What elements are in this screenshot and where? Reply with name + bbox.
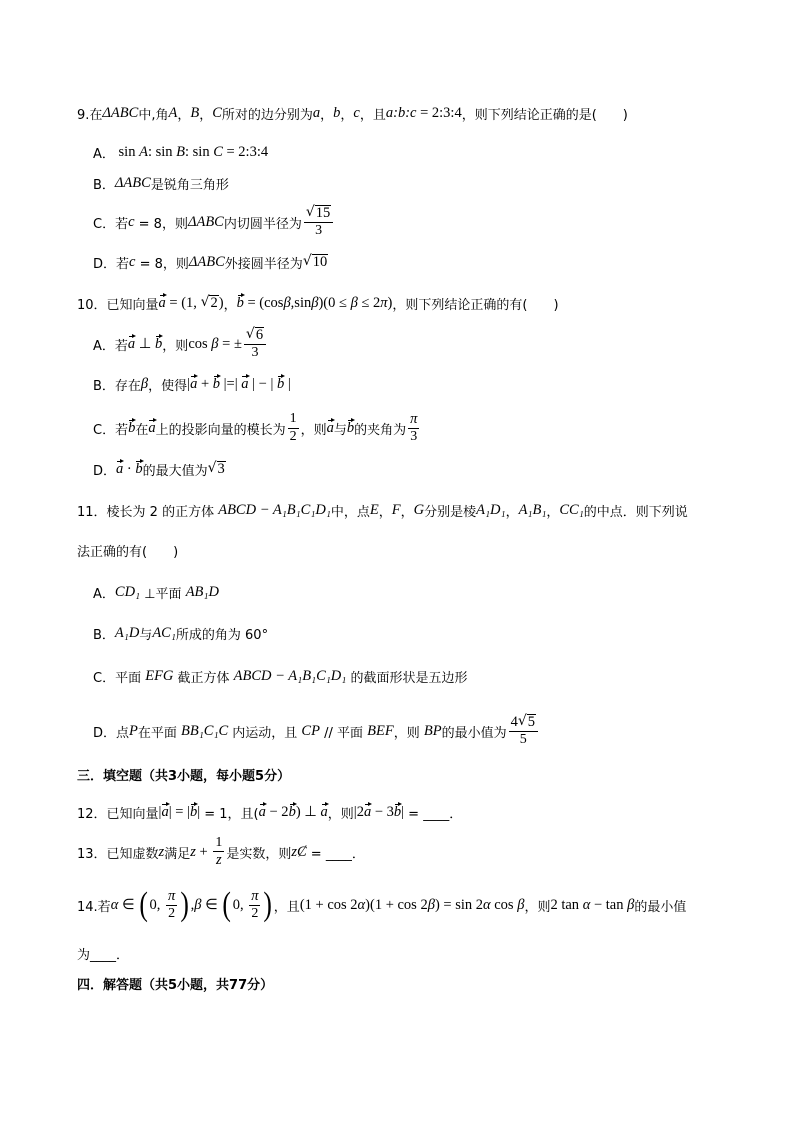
coefficient: 4 bbox=[510, 714, 518, 731]
text: ， bbox=[546, 504, 560, 520]
math-expression: )(1 + cos 2 bbox=[365, 896, 428, 913]
fraction-numerator bbox=[509, 713, 538, 732]
fraction bbox=[408, 411, 419, 445]
text: ，则 bbox=[327, 806, 354, 822]
math-expression: ⊥ bbox=[135, 335, 156, 352]
text: 11．棱长为 2 的正方体 bbox=[77, 504, 219, 520]
q11-option-c bbox=[93, 656, 467, 696]
math-expression: : sin bbox=[147, 143, 177, 160]
math-expression: | bbox=[187, 375, 191, 392]
vector-symbol: b bbox=[155, 335, 163, 352]
fraction-denominator: 2 bbox=[289, 428, 297, 444]
text: 是锐角三角形 bbox=[150, 177, 229, 193]
math-expression: ∈ bbox=[118, 896, 139, 913]
text: = 8，则 bbox=[135, 256, 189, 272]
option-label: D．点 bbox=[93, 725, 130, 741]
answer-blank: = ____． bbox=[306, 846, 365, 862]
text: 分别是棱 bbox=[424, 504, 477, 520]
vector-symbol: a bbox=[158, 294, 166, 311]
fraction-numerator: π bbox=[410, 411, 418, 428]
math-symbol: β bbox=[517, 896, 525, 913]
text: 所成的角为 60° bbox=[175, 627, 269, 643]
math-symbol: CD₁ bbox=[114, 583, 141, 600]
vector-symbol: a bbox=[116, 460, 124, 477]
math-symbol: zȻ bbox=[291, 843, 307, 860]
math-symbol: c bbox=[128, 213, 135, 230]
fraction-numerator: 1 bbox=[288, 411, 299, 428]
math-symbol: β bbox=[140, 375, 149, 392]
text: 中,角 bbox=[138, 107, 169, 123]
math-expression: | bbox=[158, 803, 162, 820]
fraction bbox=[288, 411, 299, 444]
text: = 1，且( bbox=[200, 806, 259, 822]
q11-stem-line-2 bbox=[77, 530, 178, 570]
text: 的最小值 bbox=[634, 899, 687, 915]
math-expression: (1 + cos 2 bbox=[299, 896, 358, 913]
vector-symbol: b bbox=[128, 419, 136, 436]
text: 满足 bbox=[164, 846, 191, 862]
math-symbol: α bbox=[110, 896, 119, 913]
math-expression: + bbox=[195, 843, 212, 860]
math-expression: + bbox=[197, 375, 213, 392]
math-symbol: AC₁ bbox=[152, 624, 176, 641]
text: 9.在 bbox=[77, 107, 103, 123]
vector-symbol: a bbox=[241, 375, 249, 392]
text: 的最小值为 bbox=[441, 725, 507, 741]
math-symbol: C bbox=[213, 143, 223, 160]
answer-blank: = ____． bbox=[404, 806, 463, 822]
q14-stem-line-1 bbox=[77, 885, 686, 925]
math-expression: | − | bbox=[248, 375, 277, 392]
math-symbol: BB₁C₁C bbox=[181, 722, 229, 739]
fraction bbox=[249, 888, 260, 922]
math-expression: | bbox=[187, 803, 190, 820]
math-expression: sin bbox=[114, 143, 140, 160]
math-expression: : sin bbox=[185, 143, 214, 160]
math-symbol: z bbox=[190, 843, 196, 860]
math-expression: | bbox=[284, 375, 291, 392]
big-right-paren: ) bbox=[263, 886, 273, 923]
math-symbol: b bbox=[333, 104, 341, 121]
vector-symbol: b bbox=[288, 803, 296, 820]
text: ，则下列结论正确的有( ) bbox=[392, 297, 559, 313]
math-expression: |2 bbox=[353, 803, 364, 820]
square-root bbox=[518, 713, 536, 731]
text: 14.若 bbox=[77, 899, 111, 915]
option-label: D． bbox=[93, 463, 117, 479]
math-symbol: a:b:c bbox=[385, 104, 417, 121]
vector-symbol: a bbox=[127, 335, 136, 352]
text: ， bbox=[199, 107, 213, 123]
fraction-denominator: 2 bbox=[168, 905, 176, 921]
answer-blank: 为____． bbox=[77, 947, 130, 963]
text: ，且 bbox=[273, 899, 300, 915]
text: ，且 bbox=[359, 107, 386, 123]
fraction bbox=[244, 326, 266, 361]
option-label: A． bbox=[93, 586, 115, 602]
option-label: D．若 bbox=[93, 256, 130, 272]
section-heading-solutions bbox=[77, 963, 273, 1003]
vector-symbol: a bbox=[161, 803, 169, 820]
vector-symbol: b bbox=[212, 375, 221, 392]
math-symbol: ABCD − A₁B₁C₁D₁ bbox=[233, 667, 347, 684]
radicand: √ 5 bbox=[527, 714, 535, 731]
math-symbol: CC₁ bbox=[559, 501, 584, 518]
math-symbol: ΔABC bbox=[188, 253, 225, 270]
fraction-numerator: π bbox=[168, 888, 176, 905]
q9-option-b bbox=[93, 163, 229, 203]
square-root bbox=[208, 460, 226, 478]
vector-symbol: b bbox=[135, 460, 143, 477]
math-symbol: A bbox=[139, 143, 148, 160]
big-left-paren: ( bbox=[139, 886, 149, 923]
text: ，则 bbox=[393, 725, 424, 741]
option-label: A． bbox=[93, 146, 115, 162]
math-expression: ≤ 2 bbox=[357, 294, 381, 311]
math-expression: 2 tan bbox=[550, 896, 583, 913]
math-symbol: β bbox=[350, 294, 358, 311]
text: ，则 bbox=[524, 899, 551, 915]
fraction-numerator bbox=[244, 326, 266, 345]
vector-symbol: b bbox=[189, 803, 198, 820]
math-symbol: ΔABC bbox=[114, 174, 151, 191]
math-expression: | bbox=[197, 803, 201, 820]
text: 法正确的有( ) bbox=[77, 544, 179, 560]
math-symbol: ABCD − A₁B₁C₁D₁ bbox=[218, 501, 331, 518]
text: 与 bbox=[333, 422, 347, 438]
fraction-denominator: 3 bbox=[410, 428, 418, 444]
fraction-denominator: 3 bbox=[315, 223, 323, 239]
text: ，则 bbox=[162, 338, 189, 354]
q11-option-b bbox=[93, 613, 268, 653]
text: 的中点．则下列说 bbox=[583, 504, 688, 520]
math-symbol: c bbox=[353, 104, 360, 121]
text: 所对的边分别为 bbox=[221, 107, 313, 123]
radicand: √ 6 bbox=[255, 327, 264, 344]
text: ， bbox=[320, 107, 334, 123]
text: 的最大值为 bbox=[142, 463, 208, 479]
math-symbol: β bbox=[194, 896, 202, 913]
math-symbol: c bbox=[129, 253, 136, 270]
option-label: A．若 bbox=[93, 338, 128, 354]
math-symbol: ΔABC bbox=[187, 213, 224, 230]
q11-option-d bbox=[93, 711, 540, 751]
radicand: √ 15 bbox=[315, 205, 331, 222]
math-expression: ,sin bbox=[290, 294, 312, 311]
text: 12．已知向量 bbox=[77, 806, 159, 822]
text: 与 bbox=[139, 627, 153, 643]
math-symbol: β bbox=[283, 294, 291, 311]
big-right-paren: ) bbox=[180, 886, 190, 923]
math-symbol: A₁D₁ bbox=[476, 501, 506, 518]
math-expression: cos bbox=[188, 335, 212, 352]
option-label: B．存在 bbox=[93, 378, 141, 394]
text: ，则 bbox=[300, 422, 327, 438]
math-expression: )(0 ≤ bbox=[318, 294, 351, 311]
text: 中，点 bbox=[330, 504, 370, 520]
option-label: B． bbox=[93, 177, 115, 193]
square-root bbox=[246, 326, 264, 344]
radicand: √ 10 bbox=[312, 254, 328, 271]
math-symbol: P bbox=[129, 722, 138, 739]
text: // 平面 bbox=[319, 725, 368, 741]
fraction-denominator: 2 bbox=[251, 905, 259, 921]
fraction-numerator: π bbox=[251, 888, 259, 905]
math-symbol: A₁D bbox=[114, 624, 140, 641]
math-symbol: A bbox=[168, 104, 178, 121]
vector-symbol: a bbox=[326, 419, 334, 436]
math-expression: = 2:3:4 bbox=[222, 143, 269, 160]
text: ，则下列结论正确的是( ) bbox=[461, 107, 628, 123]
math-symbol: ΔABC bbox=[102, 104, 139, 121]
math-symbol: G bbox=[413, 501, 425, 518]
fraction-denominator: 5 bbox=[519, 732, 527, 748]
math-symbol: β bbox=[211, 335, 219, 352]
q10-option-c bbox=[93, 408, 421, 448]
text: 内切圆半径为 bbox=[223, 216, 302, 232]
text: ⊥平面 bbox=[140, 586, 186, 602]
text: 的截面形状是五边形 bbox=[346, 670, 468, 686]
vector-symbol: b bbox=[236, 294, 244, 311]
fraction-denominator: 3 bbox=[251, 345, 259, 361]
fraction-denominator: z bbox=[215, 852, 222, 869]
math-expression: ∈ bbox=[201, 896, 222, 913]
section-title: 四．解答题（共5小题，共77分） bbox=[77, 977, 274, 993]
fraction bbox=[509, 713, 538, 748]
math-expression: ) bbox=[218, 294, 224, 311]
math-expression: = bbox=[171, 803, 188, 820]
math-expression: · bbox=[123, 460, 136, 477]
vector-symbol: b bbox=[393, 803, 402, 820]
math-symbol: BP bbox=[423, 722, 442, 739]
fraction bbox=[166, 888, 177, 922]
q12-stem bbox=[77, 792, 462, 832]
math-expression: = (cos bbox=[243, 294, 284, 311]
text: 在平面 bbox=[137, 725, 182, 741]
math-symbol: F bbox=[391, 501, 401, 518]
text: ， bbox=[400, 504, 414, 520]
text: ， bbox=[223, 297, 237, 313]
math-expression: ) ⊥ bbox=[295, 803, 321, 820]
math-symbol: A₁B₁ bbox=[518, 501, 547, 518]
text: = 8，则 bbox=[134, 216, 188, 232]
math-symbol: β bbox=[311, 294, 319, 311]
vector-symbol: a bbox=[258, 803, 266, 820]
text: 内运动，且 bbox=[228, 725, 302, 741]
math-expression: | bbox=[401, 803, 405, 820]
math-expression: − tan bbox=[590, 896, 628, 913]
text: 13．已知虚数 bbox=[77, 846, 159, 862]
math-expression: ) = sin 2 bbox=[434, 896, 483, 913]
fraction-numerator bbox=[304, 204, 333, 223]
text: ， bbox=[177, 107, 191, 123]
math-expression: cos bbox=[490, 896, 518, 913]
math-expression: − 2 bbox=[265, 803, 289, 820]
math-expression: , bbox=[190, 896, 195, 913]
math-expression: |=| bbox=[220, 375, 242, 392]
text: 的夹角为 bbox=[354, 422, 407, 438]
math-symbol: BEF bbox=[367, 722, 394, 739]
math-expression: | bbox=[168, 803, 172, 820]
q13-stem bbox=[77, 832, 365, 872]
square-root bbox=[303, 253, 328, 271]
math-expression: = 2:3:4 bbox=[416, 104, 462, 121]
option-label: C．平面 bbox=[93, 670, 146, 686]
text: ， bbox=[340, 107, 354, 123]
option-label: C．若 bbox=[93, 422, 129, 438]
math-expression: = ± bbox=[218, 335, 242, 352]
math-symbol: AB₁D bbox=[185, 583, 219, 600]
math-symbol: CP bbox=[301, 722, 320, 739]
math-symbol: α bbox=[483, 896, 491, 913]
vector-symbol: a bbox=[190, 375, 198, 392]
math-symbol: E bbox=[369, 501, 379, 518]
text: ， bbox=[378, 504, 392, 520]
vector-symbol: b bbox=[276, 375, 285, 392]
math-expression: = (1, bbox=[165, 294, 201, 311]
math-symbol: EFG bbox=[145, 667, 174, 684]
text: 在 bbox=[135, 422, 149, 438]
math-symbol: B bbox=[190, 104, 200, 121]
vector-symbol: a bbox=[320, 803, 328, 820]
square-root bbox=[201, 294, 219, 312]
math-symbol: β bbox=[427, 896, 435, 913]
math-symbol: C bbox=[212, 104, 222, 121]
q10-option-a bbox=[93, 324, 268, 364]
vector-symbol: a bbox=[363, 803, 372, 820]
q10-stem bbox=[77, 283, 559, 323]
math-expression: 0, bbox=[232, 896, 248, 913]
math-expression: − 3 bbox=[371, 803, 394, 820]
vector-symbol: a bbox=[148, 419, 156, 436]
q9-option-d bbox=[93, 242, 328, 282]
square-root bbox=[306, 204, 331, 222]
section-title: 三．填空题（共3小题，每小题5分） bbox=[77, 768, 291, 784]
fraction bbox=[213, 835, 224, 869]
vector-symbol: b bbox=[346, 419, 355, 436]
q11-stem-line-1 bbox=[77, 490, 688, 530]
fraction bbox=[304, 204, 333, 239]
math-symbol: z bbox=[158, 843, 165, 860]
text: 10．已知向量 bbox=[77, 297, 159, 313]
text: 外接圆半径为 bbox=[224, 256, 303, 272]
option-label: C．若 bbox=[93, 216, 129, 232]
q11-option-a bbox=[93, 572, 219, 612]
text: 是实数，则 bbox=[226, 846, 292, 862]
math-symbol: a bbox=[312, 104, 321, 121]
option-label: B． bbox=[93, 627, 115, 643]
q10-option-d bbox=[93, 449, 226, 489]
fraction-numerator: 1 bbox=[213, 835, 224, 852]
radicand: √ 2 bbox=[210, 295, 218, 312]
math-symbol: B bbox=[176, 143, 185, 160]
radicand: √ 3 bbox=[217, 461, 225, 478]
math-symbol: α bbox=[582, 896, 591, 913]
math-expression: ) bbox=[387, 294, 393, 311]
math-symbol: α bbox=[357, 896, 366, 913]
math-symbol: π bbox=[380, 294, 388, 311]
text: 上的投影向量的模长为 bbox=[155, 422, 286, 438]
q9-stem bbox=[77, 93, 628, 133]
math-expression: 0, bbox=[149, 896, 165, 913]
section-heading-fill-in bbox=[77, 754, 290, 794]
text: 截正方体 bbox=[173, 670, 234, 686]
q9-option-c bbox=[93, 202, 335, 242]
big-left-paren: ( bbox=[222, 886, 232, 923]
q10-option-b bbox=[93, 364, 291, 404]
math-symbol: β bbox=[627, 896, 635, 913]
text: ， bbox=[505, 504, 519, 520]
text: ，使得 bbox=[148, 378, 188, 394]
